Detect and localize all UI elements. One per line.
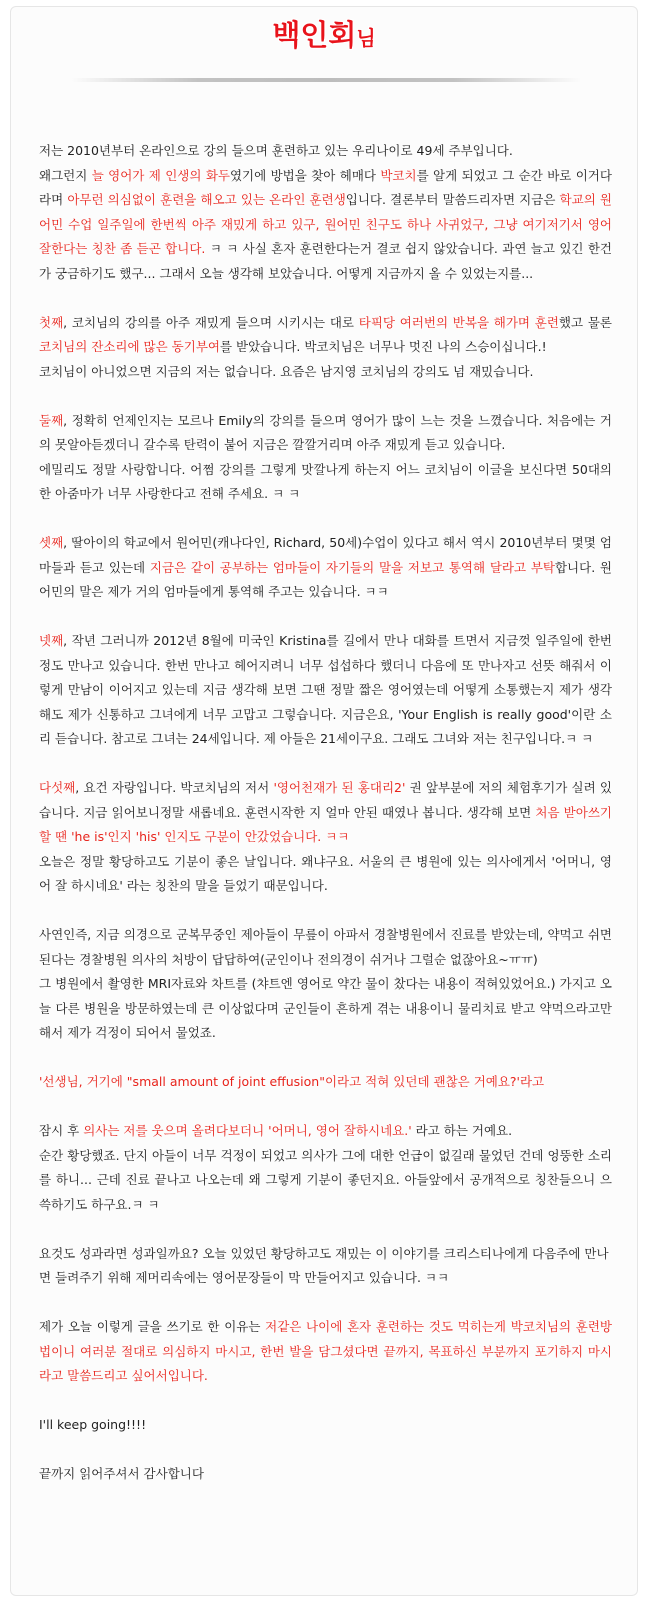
body-text: 순간 황당했죠. 단지 아들이 너무 걱정이 되었고 의사가 그에 대한 언급이 없길래 물었던 건데 엉뚱한 소리를 하니... 근데 진료 끝나고 나오는데 왜 그렇게 기분이 좋던지요. 아들앞에서 공개적으로 칭찬들으니 으쓱하기도 하구요.ㅋ ㅋ: [39, 1147, 612, 1212]
highlight-text: 첫째: [39, 314, 64, 330]
title-divider: [71, 78, 581, 82]
body-text: 합니다. 원어민의 말은 제가 거의 엄마들에게 통역해 주고는 있습니다. ㅋㅋ: [39, 559, 613, 599]
body-text: , 코치님의 강의를 아주 재밌게 들으며 시키시는 대로: [63, 314, 359, 330]
paragraph-keep-going: [39, 1413, 612, 1438]
paragraph-doctor: [39, 1119, 612, 1217]
body-text: 였기에 방법을 찾아 헤매다: [229, 167, 381, 183]
paragraph-first: [39, 311, 612, 385]
body-text: 권 앞부분에 저의 체험후기가 실려 있습니다. 지금 읽어보니정말 새롭네요. 훈련시작한 지 얼마 안된 때였나 봅니다. 생각해 보면: [39, 780, 612, 820]
highlight-text: 아무런 의심없이 훈련을 해오고 있는 온라인 훈련생: [67, 192, 346, 207]
highlight-text: 타픽당 여러번의 반복을 해가며 훈련: [358, 314, 559, 330]
highlight-text: 넷째: [39, 633, 64, 648]
testimonial-body: [39, 139, 612, 1511]
author-honorific: 님: [356, 26, 376, 50]
author-name: 백인회: [272, 18, 357, 52]
highlight-text: '선생님, 거기에 "small amount of joint effusion"이라고 적혀 있던데 괜찮은 거예요?'라고: [39, 1074, 545, 1089]
highlight-text: '영어천재가 된 홍대리2': [273, 780, 406, 795]
body-text: 왜그런지: [39, 167, 92, 183]
paragraph-intro: [39, 139, 612, 286]
body-text: 코치님이 아니었으면 지금의 저는 없습니다. 요즘은 남지영 코치님의 강의도 넘 재밌습니다.: [39, 363, 534, 379]
body-text: 를 받았습니다. 박코치님은 너무나 멋진 나의 스승이십니다.!: [219, 339, 547, 354]
paragraph-quote: [39, 1070, 612, 1095]
body-text: , 작년 그러니까 2012년 8월에 미국인 Kristina를 길에서 만나 대화를 트면서 지금껏 일주일에 한번정도 만나고 있습니다. 한번 만나고 헤어지려니 너무 섭섭하다 했더니 다음에 또 만나자고 선뜻 해줘서 이렇게 만남이 이어지고 있는데 지금 생각해 보면 그땐 정말 짧은 영어였는데 어떻게 소통했는지 제가 생각해도 제가 신통하고 그녀에게 너무 고맙고 그렇습니다. 지금은요, 'Your English is really good'이란 소리 듣습니다. 참고로 그녀는 24세입니다. 제 아들은 21세이구요. 그래도 그녀와 저는 친구입니다.ㅋ ㅋ: [39, 633, 612, 746]
paragraph-fifth: [39, 776, 612, 899]
highlight-text: 의사는 저를 웃으며 올려다보더니 '어머니, 영어 잘하시네요.': [83, 1123, 412, 1138]
body-text: 사연인즉, 지금 의경으로 군복무중인 제아들이 무릎이 아파서 경찰병원에서 진료를 받았는데, 약먹고 쉬면 된다는 경찰병원 의사의 처방이 답답하여(군인이나 전의경이 쉬거나 그럴순 없잖아요~ㅠㅠ): [39, 927, 612, 967]
highlight-text: 지금은 같이 공부하는 엄마들이 자기들의 말을 저보고 통역해 달라고 부탁: [149, 559, 555, 575]
paragraph-third: [39, 531, 612, 605]
body-text: 요것도 성과라면 성과일까요? 오늘 있었던 황당하고도 재밌는 이 이야기를 크리스티나에게 다음주에 만나면 들려주기 위해 제머리속에는 영어문장들이 막 만들어지고 있습니다. ㅋㅋ: [39, 1245, 609, 1285]
body-text: 오늘은 정말 황당하고도 기분이 좋은 날입니다. 왜냐구요. 서울의 큰 병원에 있는 의사에게서 '어머니, 영어 잘 하시네요' 라는 칭찬의 말을 들었기 때문입니다.: [39, 853, 612, 893]
body-text: 입니다. 결론부터 말씀드리자면 지금은: [345, 192, 560, 207]
highlight-text: 셋째: [39, 535, 64, 550]
body-text: 끝까지 읽어주셔서 감사합니다: [39, 1466, 204, 1481]
highlight-text: 늘 영어가 제 인생의 화두: [91, 167, 230, 183]
paragraph-plan: [39, 1242, 612, 1291]
body-text: 그 병원에서 촬영한 MRI자료와 차트를 (챠트엔 영어로 약간 물이 찼다는 내용이 적혀있었어요.) 가지고 오늘 다른 병원을 방문하였는데 큰 이상없다며 군인들이 흔하게 겪는 내용이니 물리치료 받고 약먹으라고만 해서 제가 걱정이 되어서 물었죠.: [39, 976, 612, 1040]
author-title: [11, 18, 637, 52]
paragraph-second: [39, 409, 612, 507]
testimonial-card: [10, 6, 638, 1596]
highlight-text: 다섯째: [39, 780, 76, 795]
paragraph-fourth: [39, 629, 612, 752]
body-text: 라고 하는 거예요.: [411, 1123, 513, 1138]
body-text: 저는 2010년부터 온라인으로 강의 들으며 훈련하고 있는 우리나이로 49세 주부입니다.: [39, 143, 513, 158]
body-text: 제가 오늘 이렇게 글을 쓰기로 한 이유는: [39, 1319, 266, 1334]
paragraph-closing: [39, 1462, 612, 1487]
paragraph-reason: [39, 1315, 612, 1389]
highlight-text: 처음 받아쓰기할 땐 'he is'인지 'his' 인지도 구분이 안갔었습니다. ㅋㅋ: [39, 804, 612, 844]
body-text: 를 알게 되었고 그 순간 바로 이거다라며: [39, 167, 612, 207]
highlight-text: 코치님의 잔소리에 많은 동기부여: [39, 339, 220, 354]
highlight-text: 저같은 나이에 혼자 훈련하는 것도 먹히는게 박코치님의 훈련방법이니 여러분 절대로 의심하지 마시고, 한번 발을 담그셨다면 끝까지, 목표하신 부분까지 포기하지 마시라고 말씀드리고 싶어서입니다.: [39, 1319, 612, 1383]
body-text: ㅋ ㅋ 사실 혼자 훈련한다는거 결코 쉽지 않았습니다. 과연 늘고 있긴 한건가 궁금하기도 했구... 그래서 오늘 생각해 보았습니다. 어떻게 지금까지 올 수 있었는지를...: [39, 241, 612, 281]
body-text: I'll keep going!!!!: [39, 1417, 147, 1432]
highlight-text: 학교의 원어민 수업 일주일에 한번씩 아주 재밌게 하고 있구, 원어민 친구도 하나 사귀었구, 그냥 여기저기서 영어 잘한다는 칭찬 좀 듣곤 합니다.: [39, 192, 612, 256]
body-text: 에밀리도 정말 사랑합니다. 어쩜 강의를 그렇게 맛깔나게 하는지 어느 코치님이 이글을 보신다면 50대의 한 아줌마가 너무 사랑한다고 전해 주세요. ㅋ ㅋ: [39, 461, 612, 501]
body-text: , 정확히 언제인지는 모르나 Emily의 강의를 들으며 영어가 많이 느는 것을 느꼈습니다. 처음에는 거의 못알아듣겠더니 갈수록 탄력이 붙어 지금은 깔깔거리며 아주 재밌게 듣고 있습니다.: [39, 412, 612, 452]
body-text: 했고 물론: [558, 314, 612, 330]
body-text: , 딸아이의 학교에서 원어민(캐나다인, Richard, 50세)수업이 있다고 해서 역시 2010년부터 몇몇 엄마들과 듣고 있는데: [39, 535, 612, 575]
body-text: 잠시 후: [39, 1123, 84, 1138]
body-text: , 요건 자랑입니다. 박코치님의 저서: [75, 780, 274, 795]
highlight-text: 둘째: [39, 412, 64, 428]
highlight-text: 박코치: [380, 167, 417, 183]
paragraph-story: [39, 923, 612, 1046]
